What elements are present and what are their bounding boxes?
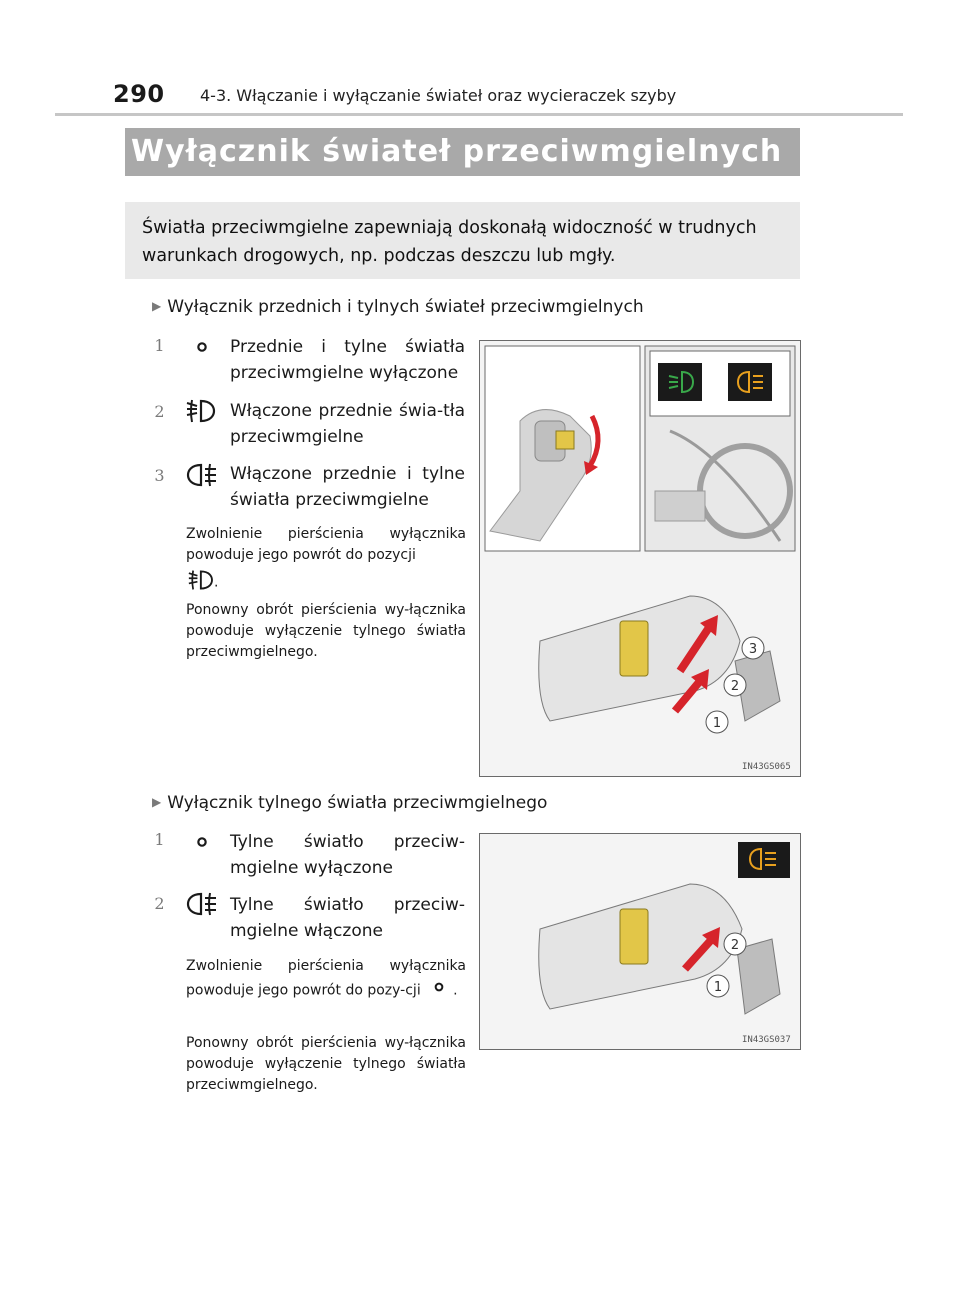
note-return-position xyxy=(186,524,466,599)
section-title: Wyłącznik świateł przeciwmgielnych xyxy=(131,134,783,169)
rear-fog-icon xyxy=(184,461,220,489)
item-text-2: Włączone przednie świa-tła przeciwmgielne xyxy=(230,401,465,447)
figure-label-2: 2 xyxy=(730,679,740,694)
figure-code: IN43GS065 xyxy=(742,762,791,772)
page-number: 290 xyxy=(113,80,165,108)
note-rear-off: Ponowny obrót pierścienia wy-łącznika powoduje wyłączenie tylnego światła przeciwmgielnego. xyxy=(186,602,466,660)
subsection-heading-text: Wyłącznik przednich i tylnych świateł przeciwmgielnych xyxy=(167,297,644,317)
front-fog-icon xyxy=(186,568,214,599)
figure-label-3: 3 xyxy=(748,642,758,657)
figure-code: IN43GS037 xyxy=(742,1035,791,1045)
subsection-heading-front-rear xyxy=(152,297,644,317)
item-text-3: Włączone przednie i tylne światła przeciwmgielne xyxy=(230,464,465,510)
note-rear-off: Ponowny obrót pierścienia wy-łącznika powoduje wyłączenie tylnego światła przeciwmgielnego. xyxy=(186,1035,466,1093)
figure-label-2: 2 xyxy=(730,938,740,953)
front-fog-icon xyxy=(182,397,218,425)
header-divider xyxy=(55,113,903,116)
rear-fog-icon xyxy=(184,890,220,918)
item-number-1: 1 xyxy=(154,336,165,355)
note-text: Zwolnienie pierścienia wyłącznika powoduje jego powrót do pozy-cji xyxy=(186,958,466,999)
intro-text: Światła przeciwmgielne zapewniają doskonałą widoczność w trudnych warunkach drogowych, np. podczas deszczu lub mgły. xyxy=(142,218,757,266)
figure-front-rear-switch xyxy=(479,340,801,777)
subsection-heading-text: Wyłącznik tylnego światła przeciwmgielnego xyxy=(167,793,548,813)
item-number-1: 1 xyxy=(154,830,165,849)
item-number-2: 2 xyxy=(154,402,165,421)
note-end: . xyxy=(453,982,458,999)
off-circle-icon xyxy=(184,333,220,361)
item-text-2: Tylne światło przeciw-mgielne włączone xyxy=(230,895,465,941)
bullet-triangle-icon: ▶ xyxy=(152,299,162,313)
subsection-heading-rear xyxy=(152,793,547,813)
item-number-2: 2 xyxy=(154,894,165,913)
bullet-triangle-icon: ▶ xyxy=(152,795,162,809)
note-text: Zwolnienie pierścienia wyłącznika powoduje jego powrót do pozycji xyxy=(186,526,466,563)
off-circle-icon xyxy=(429,977,449,1004)
item-text-1: Tylne światło przeciw-mgielne wyłączone xyxy=(230,832,465,878)
chapter-title: 4-3. Włączanie i wyłączanie świateł oraz wycieraczek szyby xyxy=(200,86,677,105)
item-text-1: Przednie i tylne światła przeciwmgielne wyłączone xyxy=(230,337,465,383)
off-circle-icon xyxy=(184,828,220,856)
item-number-3: 3 xyxy=(154,466,165,485)
figure-label-1: 1 xyxy=(713,980,723,995)
note-end: . xyxy=(214,574,219,591)
figure-label-1: 1 xyxy=(712,716,722,731)
note-return-position xyxy=(186,956,466,1004)
figure-rear-switch xyxy=(479,833,801,1050)
